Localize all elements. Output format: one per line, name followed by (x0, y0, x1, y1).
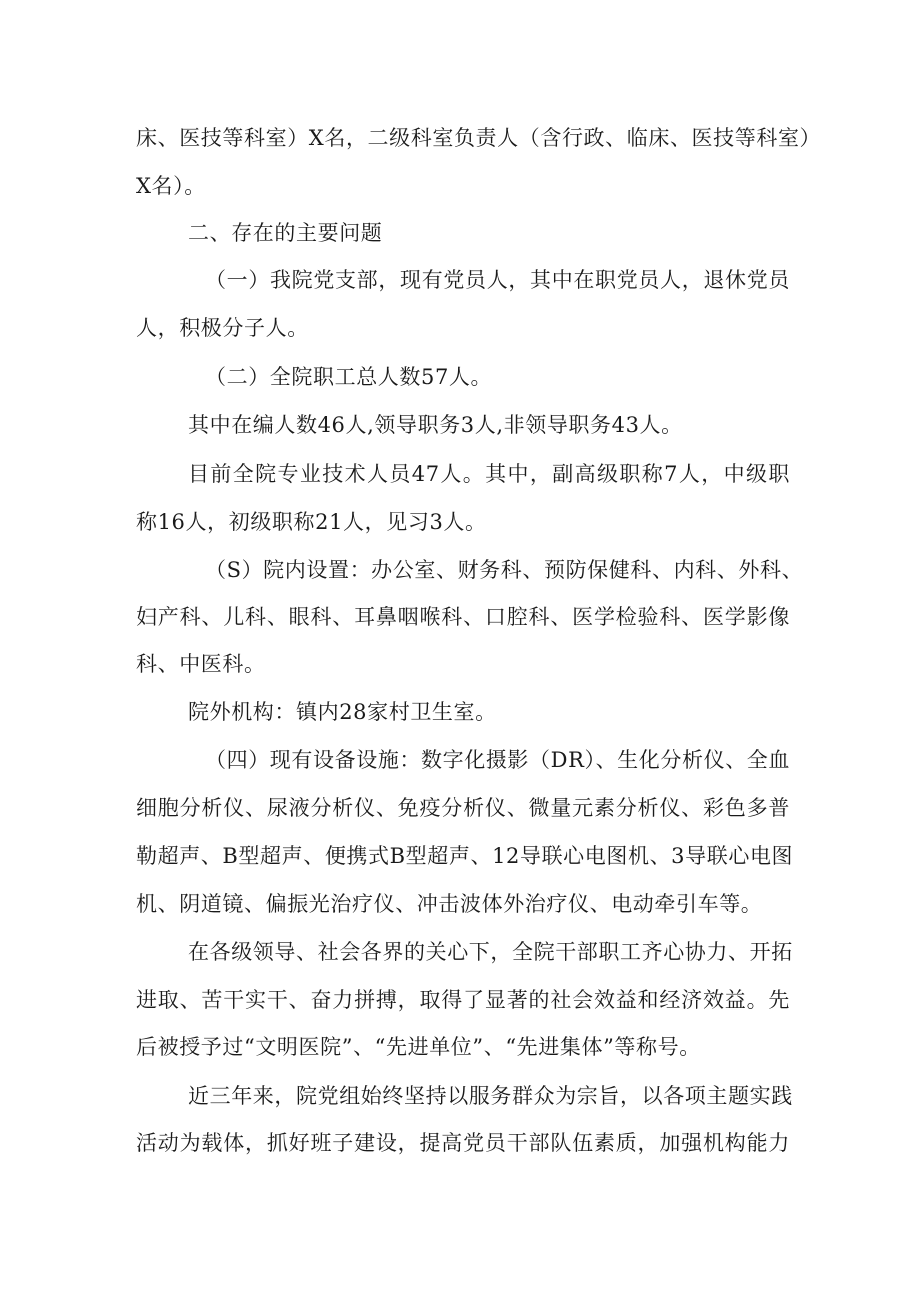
text-line-12: 科、中医科。 (136, 652, 266, 676)
text-line-5: 人，积极分子人。 (136, 316, 309, 340)
text-line-10: （S）院内设置：办公室、财务科、预防保健科、内科、外科、 (205, 558, 804, 582)
text-line-14: （四）现有设备设施：数字化摄影（DR）、生化分析仪、全血 (205, 748, 790, 772)
text-line-1: 床、医技等科室）X名，二级科室负责人（含行政、临床、医技等科室） (136, 126, 822, 150)
text-line-8: 目前全院专业技术人员47人。其中，副高级职称7人，中级职 (188, 462, 790, 486)
text-line-21: 近三年来，院党组始终坚持以服务群众为宗旨，以各项主题实践 (188, 1084, 793, 1108)
text-line-22: 活动为载体，抓好班子建设，提高党员干部队伍素质，加强机构能力 (136, 1131, 790, 1155)
text-line-20: 后被授予过“文明医院”、“先进单位”、“先进集体”等称号。 (136, 1035, 701, 1059)
text-line-18: 在各级领导、社会各界的关心下，全院干部职工齐心协力、开拓 (188, 940, 793, 964)
text-line-19: 进取、苦干实干、奋力拼搏，取得了显著的社会效益和经济效益。先 (136, 988, 790, 1012)
text-line-6: （二）全院职工总人数57人。 (205, 365, 493, 389)
text-line-11: 妇产科、儿科、眼科、耳鼻咽喉科、口腔科、医学检验科、医学影像 (136, 605, 790, 629)
text-line-4: （一）我院党支部，现有党员人，其中在职党员人，退休党员 (205, 268, 790, 292)
text-line-13: 院外机构：镇内28家村卫生室。 (188, 700, 497, 724)
text-line-7: 其中在编人数46人,领导职务3人,非领导职务43人。 (188, 413, 683, 437)
text-line-9: 称16人，初级职称21人，见习3人。 (136, 510, 487, 534)
text-line-2: X名）。 (136, 174, 206, 198)
section-heading: 二、存在的主要问题 (188, 221, 383, 245)
text-line-16: 勒超声、B型超声、便携式B型超声、12导联心电图机、3导联心电图 (136, 844, 794, 868)
text-line-17: 机、阴道镜、偏振光治疗仪、冲击波体外治疗仪、电动牵引车等。 (136, 892, 763, 916)
text-line-15: 细胞分析仪、尿液分析仪、免疫分析仪、微量元素分析仪、彩色多普 (136, 796, 790, 820)
